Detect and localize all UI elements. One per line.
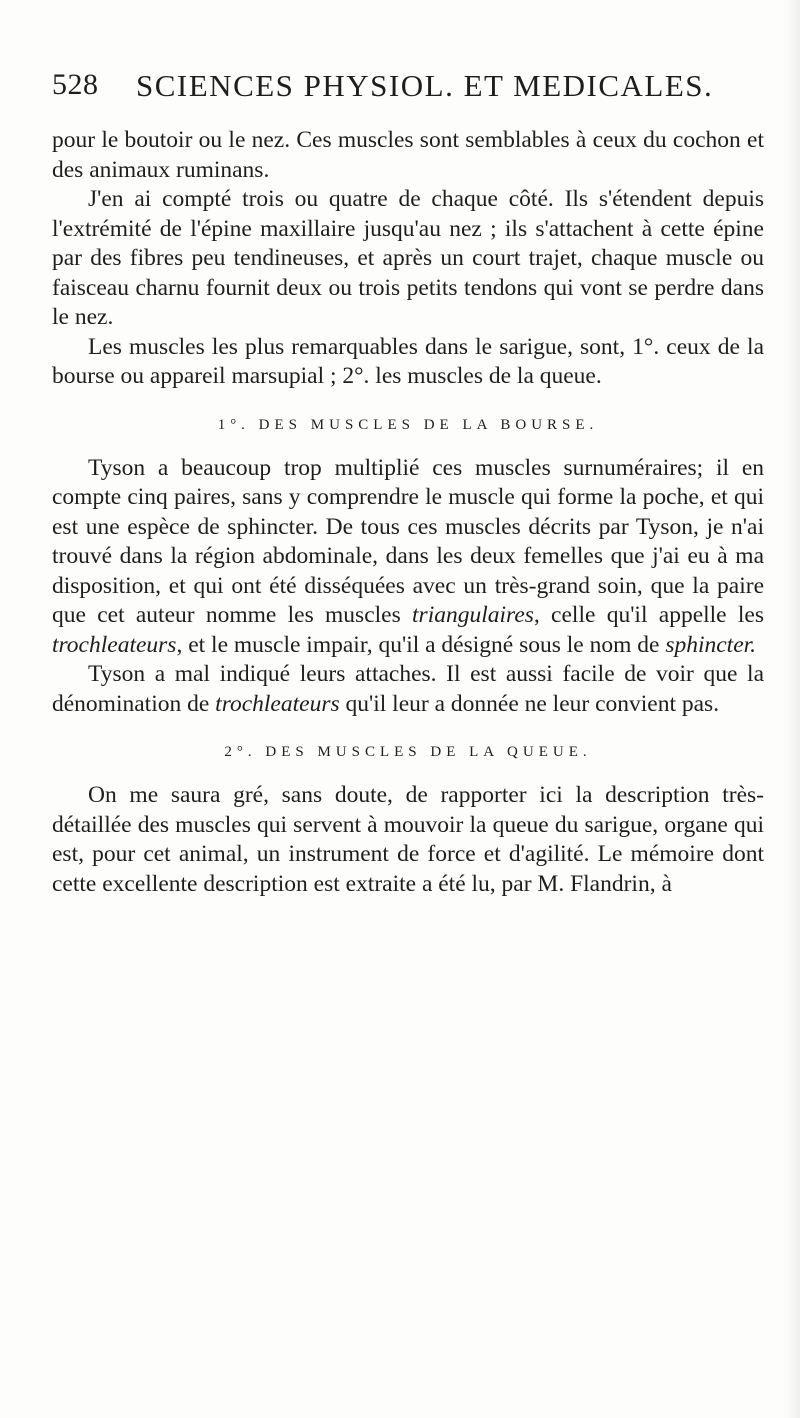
page-edge-shadow bbox=[786, 0, 800, 1418]
paragraph-3: Les muscles les plus remarquables dans le sarigue, sont, 1°. ceux de la bourse ou appareil marsupial ; 2°. les muscles de la queue. bbox=[52, 333, 764, 389]
paragraph-4-text-b: , celle qu'il appelle les bbox=[533, 602, 764, 628]
term-trochleateurs-2: trochleateurs bbox=[215, 690, 340, 717]
term-trochleateurs: trochleateurs bbox=[52, 631, 177, 658]
term-sphincter: sphincter. bbox=[665, 631, 757, 658]
paragraph-5-text-a: Tyson a mal indiqué leurs attaches. Il est aussi facile de voir que la dénomination de bbox=[52, 661, 764, 717]
running-head: SCIENCES PHYSIOL. ET MEDICALES. bbox=[136, 68, 714, 103]
paragraph-5-text-b: qu'il leur a donnée ne leur convient pas. bbox=[339, 690, 720, 717]
paragraph-5 bbox=[52, 660, 764, 719]
page-number: 528 bbox=[52, 68, 99, 101]
paragraph-6: On me saura gré, sans doute, de rapporter ici la description très-détaillée des muscles qui servent à mouvoir la queue du sarigue, organe qui est, pour cet animal, un instrument de force et d'agilité. Le mémoire dont cette excellente description est extraite a été lu, par M. Flandrin, à bbox=[52, 782, 764, 897]
paragraph-4-text-a: Tyson a beaucoup trop multiplié ces muscles surnuméraires; il en compte cinq paires, sans y comprendre le muscle qui forme la poche, et qui est une espèce de sphincter. De tous ces muscles décrits par Tyson, je n'ai trouvé dans la région abdominale, dans les deux femelles que j'ai eu à ma disposition, et qui ont été disséquées avec un très-grand soin, que la paire que cet auteur nomme les muscles bbox=[52, 454, 764, 628]
paragraph-2: J'en ai compté trois ou quatre de chaque côté. Ils s'étendent depuis l'extrémité de l'épine maxillaire jusqu'au nez ; ils s'attachent à cette épine par des fibres peu tendineuses, et après un court trajet, chaque muscle ou faisceau charnu fournit deux ou trois petits tendons qui vont se perdre dans le nez. bbox=[52, 186, 764, 330]
paragraph-4-text-c: , et le muscle impair, qu'il a désigné sous le nom de bbox=[176, 631, 666, 658]
page-header bbox=[52, 68, 772, 112]
term-triangulaires: triangulaires bbox=[412, 602, 534, 628]
section-heading-bourse: 1°. DES MUSCLES DE LA BOURSE. bbox=[217, 416, 599, 433]
body-text bbox=[52, 126, 764, 899]
paragraph-1: pour le boutoir ou le nez. Ces muscles sont semblables à ceux du cochon et des animaux ruminans. bbox=[52, 127, 764, 183]
section-heading-queue: 2°. DES MUSCLES DE LA QUEUE. bbox=[224, 744, 592, 760]
paragraph-4 bbox=[52, 454, 764, 661]
